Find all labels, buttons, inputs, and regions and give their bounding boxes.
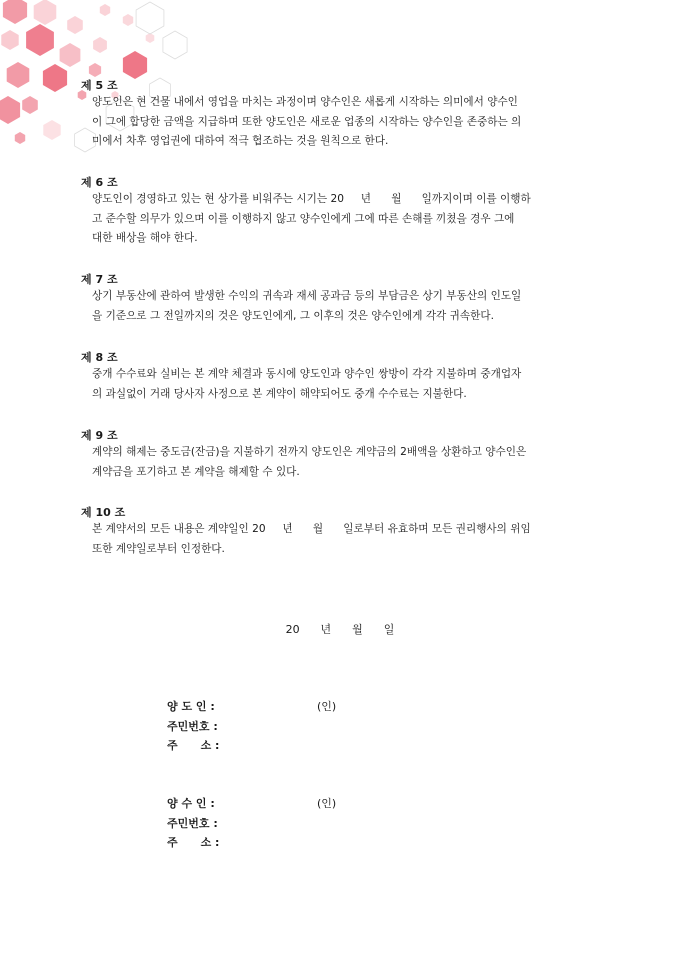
party-address-row xyxy=(167,736,467,756)
party-id-row xyxy=(167,814,467,834)
article-line: 본 계약서의 모든 내용은 계약일인 20 년 월 일로부터 유효하며 모든 권리행사의 위임 xyxy=(92,523,531,535)
article-body xyxy=(92,190,601,249)
article-body xyxy=(92,365,601,404)
seal-mark: (인) xyxy=(317,797,337,810)
hexagon-outline xyxy=(136,2,164,34)
hexagon-shape xyxy=(43,120,60,140)
party-name-label: 양 수 인 : xyxy=(167,797,215,810)
hexagon-shape xyxy=(7,62,30,88)
article-line: 중개 수수료와 실비는 본 계약 체결과 동시에 양도인과 양수인 쌍방이 각각 지불하며 중개업자 xyxy=(92,368,522,380)
hexagon-shape xyxy=(93,37,107,53)
article-10 xyxy=(81,506,601,559)
party-name-row xyxy=(167,794,467,814)
hexagon-shape xyxy=(100,4,110,16)
party-address-label: 주 소 : xyxy=(167,836,220,849)
article-title: 제 5 조 xyxy=(81,79,118,92)
article-body xyxy=(92,287,601,326)
party-name-label: 양 도 인 : xyxy=(167,700,215,713)
party-id-row xyxy=(167,717,467,737)
article-line: 의 과실없이 거래 당사자 사정으로 본 계약이 해약되어도 중개 수수료는 지불한다. xyxy=(92,387,467,400)
article-line: 양도인이 경영하고 있는 현 상가를 비워주는 시기는 20 년 월 일까지이며 이를 이행하 xyxy=(92,193,531,205)
hexagon-shape xyxy=(67,16,83,34)
party-address-row xyxy=(167,833,467,853)
article-title: 제 9 조 xyxy=(81,429,118,442)
article-line: 계약금을 포기하고 본 계약을 해제할 수 있다. xyxy=(92,465,300,478)
article-9 xyxy=(81,429,601,482)
article-body xyxy=(92,520,601,559)
hexagon-shape xyxy=(0,96,20,124)
hexagon-outline xyxy=(163,31,187,59)
party-id-label: 주민번호 : xyxy=(167,816,218,830)
article-body xyxy=(92,443,601,482)
article-6 xyxy=(81,176,601,249)
party-transferor xyxy=(167,697,467,756)
article-line: 또한 계약일로부터 인정한다. xyxy=(92,542,225,555)
hexagon-shape xyxy=(43,64,67,92)
hexagon-shape xyxy=(89,63,101,77)
party-id-label: 주민번호 : xyxy=(167,719,218,733)
article-title: 제 10 조 xyxy=(81,506,126,519)
hexagon-shape xyxy=(1,30,18,50)
article-8 xyxy=(81,351,601,404)
article-line: 을 기준으로 그 전일까지의 것은 양도인에게, 그 이후의 것은 양수인에게 각각 귀속한다. xyxy=(92,309,494,322)
article-line: 대한 배상을 해야 한다. xyxy=(92,232,198,244)
article-title: 제 8 조 xyxy=(81,351,118,364)
article-line: 이 그에 합당한 금액을 지급하며 또한 양도인은 새로운 업종의 시작하는 양수인을 존중하는 의 xyxy=(92,115,522,128)
hexagon-shape xyxy=(22,96,38,114)
article-title: 제 7 조 xyxy=(81,273,118,286)
article-line: 계약의 해제는 중도금(잔금)을 지불하기 전까지 양도인은 계약금의 2배액을 상환하고 양수인은 xyxy=(92,446,527,458)
article-line: 상기 부동산에 관하여 발생한 수익의 귀속과 재세 공과금 등의 부담금은 상기 부동산의 인도일 xyxy=(92,290,522,302)
article-5 xyxy=(81,79,601,152)
hexagon-shape xyxy=(60,43,81,67)
article-7 xyxy=(81,273,601,326)
party-name-row xyxy=(167,697,467,717)
hexagon-shape xyxy=(3,0,27,24)
hexagon-shape xyxy=(123,51,147,79)
party-address-label: 주 소 : xyxy=(167,739,220,752)
article-line: 고 준수할 의무가 있으며 이를 이행하지 않고 양수인에게 그에 따른 손해를 끼쳤을 경우 그에 xyxy=(92,212,515,225)
seal-mark: (인) xyxy=(317,700,337,713)
hexagon-shape xyxy=(123,14,133,26)
article-line: 미에서 차후 영업권에 대하여 적극 협조하는 것을 원칙으로 한다. xyxy=(92,135,389,147)
hexagon-shape xyxy=(34,0,57,25)
party-transferee xyxy=(167,794,467,853)
article-line: 양도인은 현 건물 내에서 영업을 마치는 과정이며 양수인은 새롭게 시작하는 의미에서 양수인 xyxy=(92,96,518,108)
hexagon-shape xyxy=(146,33,155,43)
hexagon-shape xyxy=(26,24,54,56)
article-title: 제 6 조 xyxy=(81,176,118,189)
article-body xyxy=(92,93,601,152)
hexagon-shape xyxy=(15,132,25,144)
contract-date: 20 년 월 일 xyxy=(285,623,395,636)
